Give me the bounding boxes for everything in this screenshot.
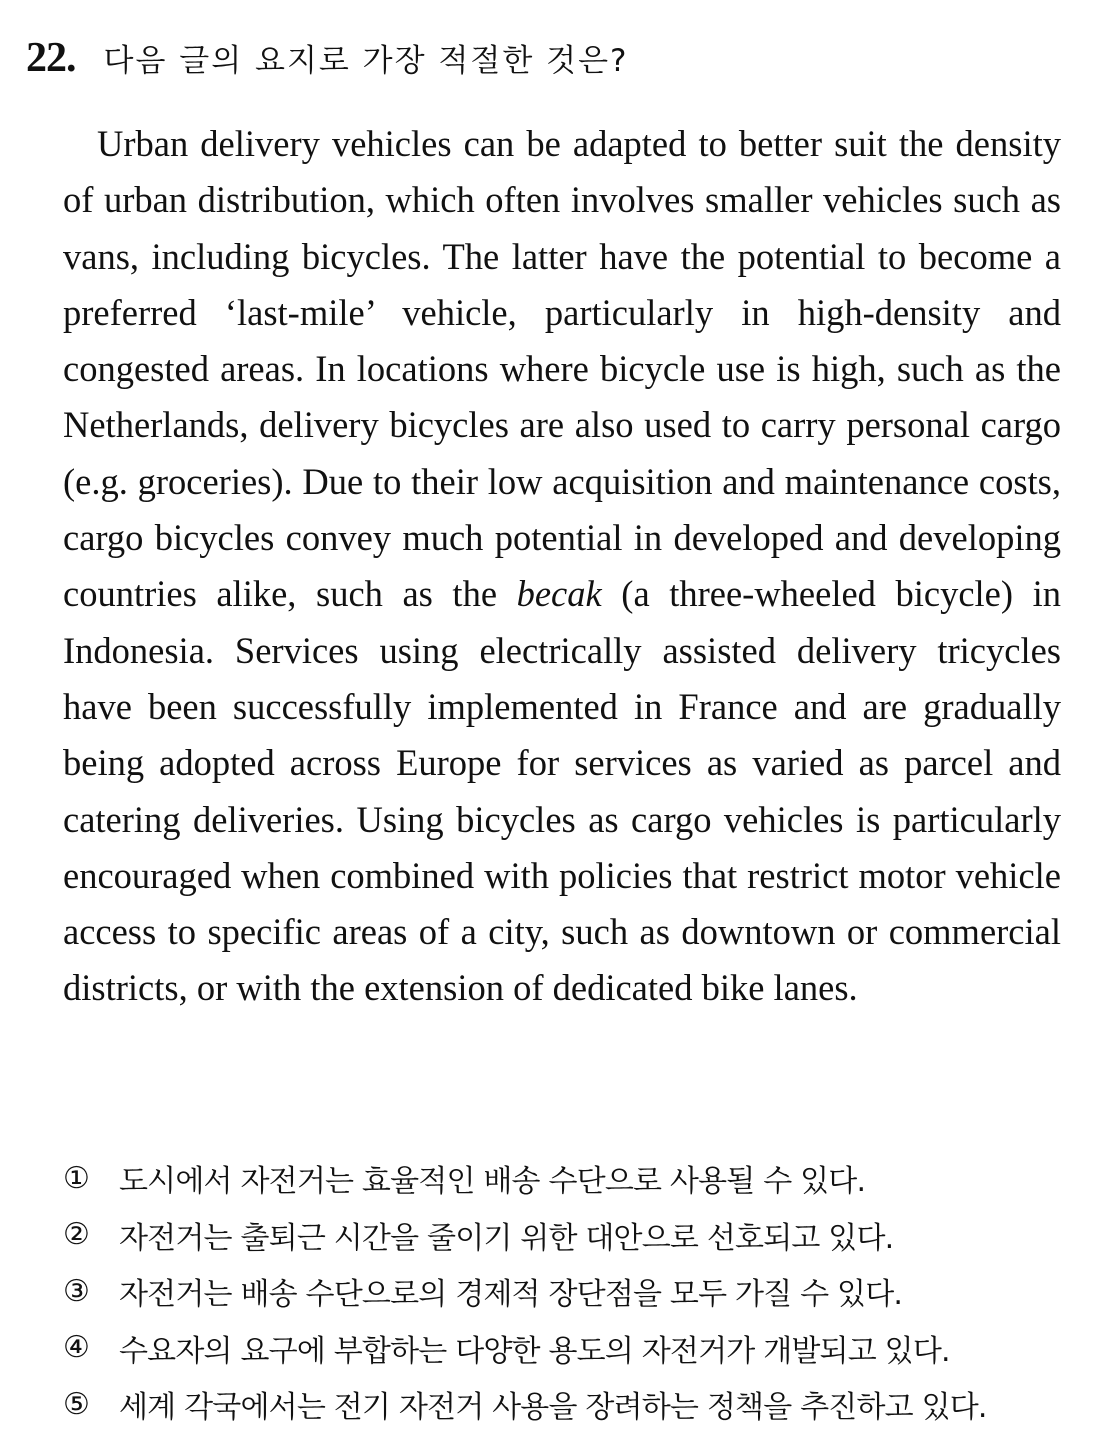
answer-choice-5[interactable]: [63, 1376, 1068, 1433]
choice-text: 자전거는 출퇴근 시간을 줄이기 위한 대안으로 선호되고 있다.: [119, 1220, 894, 1256]
choice-text: 세계 각국에서는 전기 자전거 사용을 장려하는 정책을 추진하고 있다.: [119, 1390, 987, 1426]
passage-text-part-1: Urban delivery vehicles can be adapted to better suit the density of urban distribution, which often involves smaller vehicles such as vans, including bicycles. The latter have the potential to become a preferred ‘last-mile’ vehicle, particularly in high-density and congested areas. In locations where bicycle use is high, such as the Netherlands, delivery bicycles are also used to carry personal cargo (e.g. groceries). Due to their low acquisition and maintenance costs, cargo bicycles convey much potential in developed and developing countries alike, such as the: [63, 123, 1061, 615]
passage-italic-term: becak: [516, 573, 602, 615]
passage-text-part-2: (a three-wheeled bicycle) in Indonesia. Services using electrically assisted delivery tricycles have been successfully implemented in France and are gradually being adopted across Europe for services as varied as parcel and catering deliveries. Using bicycles as cargo vehicles is particularly encouraged when combined with policies that restrict motor vehicle access to specific areas of a city, such as downtown or commercial districts, or with the extension of dedicated bike lanes.: [63, 573, 1061, 1009]
choice-text: 수요자의 요구에 부합하는 다양한 용도의 자전거가 개발되고 있다.: [119, 1333, 950, 1369]
answer-choice-3[interactable]: [63, 1263, 1068, 1320]
choice-marker: ①: [63, 1160, 90, 1196]
choice-marker: ②: [63, 1217, 90, 1253]
choice-marker: ⑤: [63, 1386, 90, 1422]
choice-marker: ④: [63, 1330, 90, 1366]
choice-marker: ③: [63, 1273, 90, 1309]
question-number: 22.: [26, 35, 76, 81]
question-prompt: 다음 글의 요지로 가장 적절한 것은?: [103, 43, 629, 79]
answer-choices: [63, 1150, 1068, 1433]
passage-paragraph: [63, 116, 1061, 1017]
reading-passage: [63, 116, 1061, 1017]
choice-text: 도시에서 자전거는 효율적인 배송 수단으로 사용될 수 있다.: [119, 1164, 866, 1200]
question-header: [26, 34, 628, 82]
answer-choice-1[interactable]: [63, 1150, 1068, 1207]
choice-text: 자전거는 배송 수단으로의 경제적 장단점을 모두 가질 수 있다.: [119, 1277, 903, 1313]
answer-choice-4[interactable]: [63, 1320, 1068, 1377]
answer-choice-2[interactable]: [63, 1207, 1068, 1264]
